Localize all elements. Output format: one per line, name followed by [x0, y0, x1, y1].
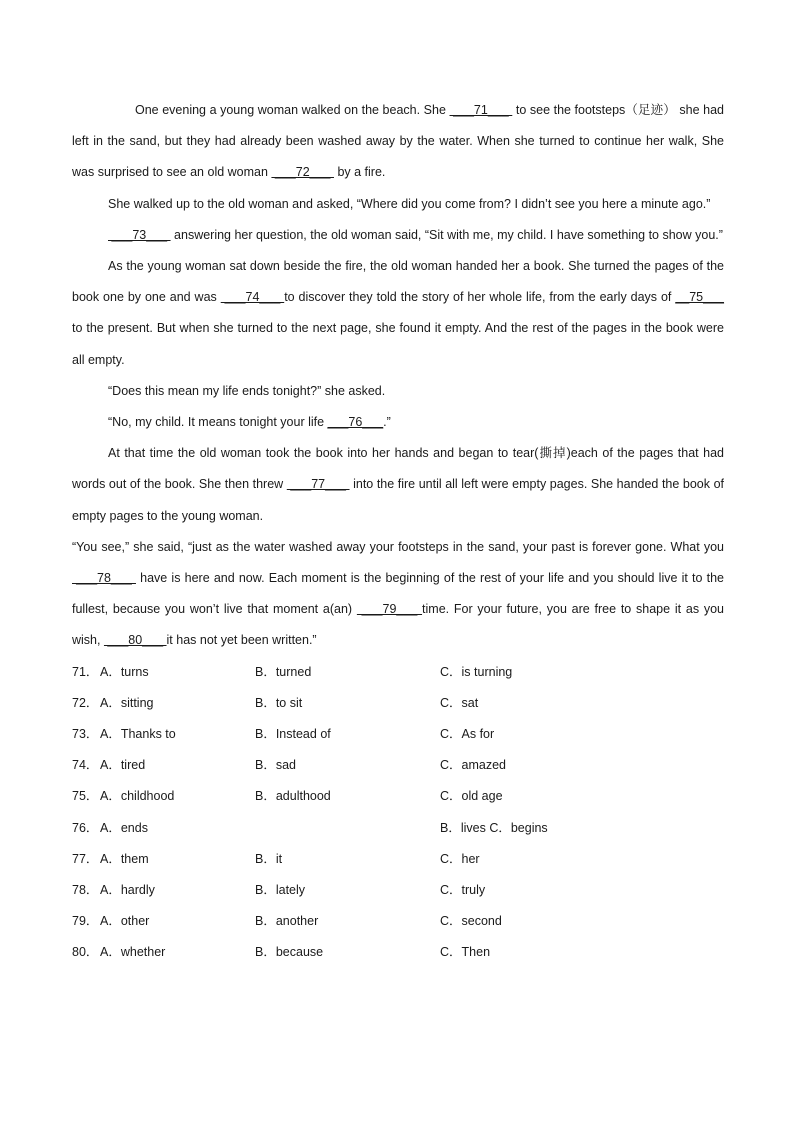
cloze-passage	[72, 95, 724, 657]
option-b: B．turned	[255, 664, 312, 679]
question-number: 80．	[72, 945, 99, 960]
passage-text: “No, my child. It means tonight your life	[108, 415, 328, 430]
answer-blank: ___73___	[108, 227, 171, 242]
passage-paragraph	[72, 251, 724, 376]
answer-blank: __75___	[675, 290, 724, 305]
question-number: 74．	[72, 758, 99, 773]
question-number: 71．	[72, 664, 99, 679]
option-a: A．childhood	[100, 789, 175, 804]
question-options-row	[72, 937, 724, 968]
passage-paragraph	[72, 376, 724, 407]
question-options-row	[72, 906, 724, 937]
option-c: C．truly	[440, 882, 486, 897]
option-c: C．old age	[440, 789, 503, 804]
option-b: B．it	[255, 851, 283, 866]
option-a: A．hardly	[100, 882, 155, 897]
passage-paragraph	[72, 407, 724, 438]
option-b: B．Instead of	[255, 727, 331, 742]
question-options-row	[72, 750, 724, 781]
question-number: 78．	[72, 882, 99, 897]
worksheet-page	[72, 95, 724, 969]
option-b: B．sad	[255, 758, 296, 773]
passage-text: answering her question, the old woman said, “Sit with me, my child. I have something to show you.”	[170, 227, 723, 242]
passage-text: to discover they told the story of her whole life, from the early days of	[284, 290, 676, 305]
question-options-row	[72, 657, 724, 688]
passage-text: into the fire until all left were empty pages. She handed the book of empty pages to the young woman.	[72, 477, 724, 523]
answer-blank: ___78___	[72, 571, 136, 586]
option-a: A．other	[100, 914, 150, 929]
option-a: A．sitting	[100, 695, 154, 710]
question-number: 76．	[72, 820, 99, 835]
option-b: B．because	[255, 945, 324, 960]
passage-text: As the young woman sat down beside the fire, the old woman handed her a book. She turned the pages of the book one by one and was	[72, 259, 724, 305]
option-b: B．to sit	[255, 695, 303, 710]
question-options-row	[72, 813, 724, 844]
question-options-row	[72, 875, 724, 906]
passage-text: by a fire.	[333, 165, 386, 180]
answer-blank: ___76___	[327, 415, 384, 430]
question-options-row	[72, 781, 724, 812]
option-c: C．second	[440, 914, 502, 929]
passage-paragraph	[72, 438, 724, 532]
question-number: 72．	[72, 695, 99, 710]
passage-text: to see the footsteps（足迹） she had left in the sand, but they had already been washed away by the water. When she turned to continue her walk, She was surprised to see an old woman	[72, 103, 724, 180]
option-a: A．ends	[100, 820, 148, 835]
answer-blank: ___77___	[286, 477, 350, 492]
passage-text: “You see,” she said, “just as the water washed away your footsteps in the sand, your past is forever gone. What you	[72, 539, 724, 554]
passage-text: .”	[383, 415, 391, 430]
option-c: C．sat	[440, 695, 479, 710]
option-a: A．whether	[100, 945, 166, 960]
option-a: A．turns	[100, 664, 149, 679]
question-options-row	[72, 719, 724, 750]
passage-paragraph	[72, 189, 724, 220]
passage-text: One evening a young woman walked on the beach. She	[135, 103, 450, 117]
question-number: 77．	[72, 851, 99, 866]
option-a: A．them	[100, 851, 149, 866]
passage-text: have is here and now. Each moment is the beginning of the rest of your life and you should live it to the fullest, because you won’t live that moment a(an)	[72, 571, 725, 617]
passage-paragraph	[72, 220, 724, 251]
passage-text: “Does this mean my life ends tonight?” she asked.	[108, 383, 386, 398]
option-b: B．lately	[255, 882, 306, 897]
answer-blank: ___79___	[356, 602, 423, 617]
passage-paragraph	[72, 532, 724, 657]
question-options-row	[72, 844, 724, 875]
option-c: B．lives C．begins	[440, 820, 548, 835]
option-c: C．amazed	[440, 758, 506, 773]
option-b: B．adulthood	[255, 789, 331, 804]
answer-blank: ___80___	[103, 633, 167, 648]
question-number: 79．	[72, 914, 99, 929]
answer-blank: ___72___	[271, 165, 334, 180]
option-b: B．another	[255, 914, 319, 929]
option-c: C．her	[440, 851, 480, 866]
option-a: A．Thanks to	[100, 727, 176, 742]
answer-blank: ___71___	[449, 103, 513, 117]
passage-text: to the present. But when she turned to the next page, she found it empty. And the rest of the pages in the book were all empty.	[72, 321, 724, 367]
passage-text: time. For your future, you are free to shape it as you wish,	[72, 602, 725, 648]
question-number: 75．	[72, 789, 99, 804]
passage-text: it has not yet been written.”	[166, 633, 317, 648]
question-number: 73．	[72, 727, 99, 742]
option-c: C．is turning	[440, 664, 513, 679]
option-c: C．Then	[440, 945, 491, 960]
answer-blank: ___74___	[220, 290, 285, 305]
question-options-row	[72, 688, 724, 719]
passage-text: She walked up to the old woman and asked, “Where did you come from? I didn’t see you here a minute ago.”	[108, 196, 711, 211]
option-c: C．As for	[440, 727, 495, 742]
option-a: A．tired	[100, 758, 146, 773]
passage-paragraph	[72, 95, 724, 189]
passage-text: At that time the old woman took the book into her hands and began to tear(撕掉)each of the pages that had words out of the book. She then threw	[72, 446, 724, 492]
answer-options	[72, 657, 724, 969]
